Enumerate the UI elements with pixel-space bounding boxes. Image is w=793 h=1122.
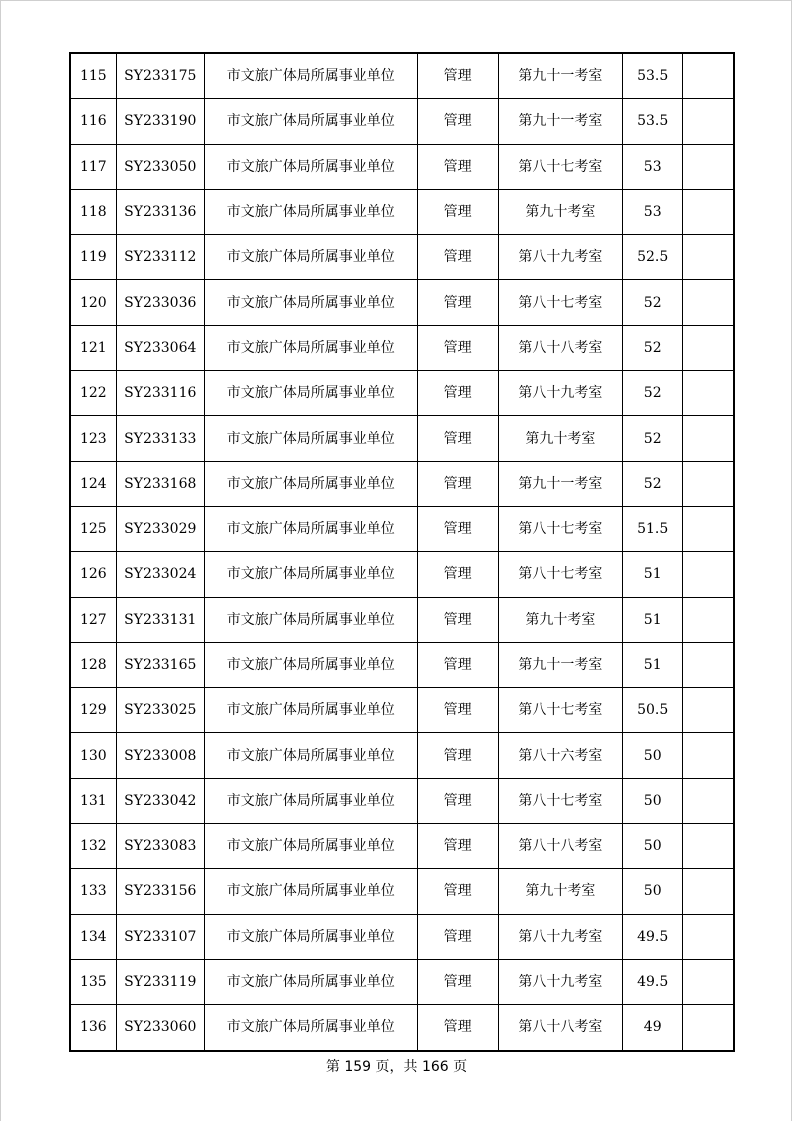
cell-category: 管理: [417, 53, 498, 99]
cell-category: 管理: [417, 461, 498, 506]
cell-category: 管理: [417, 280, 498, 325]
cell-exam-id: SY233060: [116, 1005, 204, 1051]
cell-note: [683, 280, 734, 325]
cell-index: 120: [70, 280, 116, 325]
cell-index: 124: [70, 461, 116, 506]
cell-score: 52: [623, 325, 683, 370]
cell-unit: 市文旅广体局所属事业单位: [204, 235, 417, 280]
cell-unit: 市文旅广体局所属事业单位: [204, 1005, 417, 1051]
cell-exam-room: 第九十一考室: [498, 642, 622, 687]
table-row: [70, 461, 734, 506]
cell-index: 116: [70, 99, 116, 144]
cell-category: 管理: [417, 189, 498, 234]
cell-exam-room: 第九十一考室: [498, 461, 622, 506]
cell-category: 管理: [417, 506, 498, 551]
cell-exam-id: SY233042: [116, 778, 204, 823]
cell-note: [683, 144, 734, 189]
cell-score: 52: [623, 371, 683, 416]
cell-index: 131: [70, 778, 116, 823]
table-row: [70, 552, 734, 597]
cell-note: [683, 1005, 734, 1051]
cell-unit: 市文旅广体局所属事业单位: [204, 778, 417, 823]
table-row: [70, 642, 734, 687]
footer-prefix: 第: [325, 1059, 345, 1075]
cell-unit: 市文旅广体局所属事业单位: [204, 53, 417, 99]
cell-score: 53: [623, 189, 683, 234]
cell-category: 管理: [417, 371, 498, 416]
cell-exam-id: SY233036: [116, 280, 204, 325]
cell-unit: 市文旅广体局所属事业单位: [204, 144, 417, 189]
table-row: [70, 597, 734, 642]
cell-note: [683, 869, 734, 914]
cell-index: 115: [70, 53, 116, 99]
cell-exam-room: 第八十八考室: [498, 824, 622, 869]
cell-score: 50: [623, 869, 683, 914]
cell-exam-room: 第八十七考室: [498, 280, 622, 325]
cell-score: 49: [623, 1005, 683, 1051]
cell-exam-room: 第八十七考室: [498, 506, 622, 551]
cell-note: [683, 235, 734, 280]
cell-index: 119: [70, 235, 116, 280]
cell-note: [683, 733, 734, 778]
cell-category: 管理: [417, 99, 498, 144]
cell-exam-id: SY233024: [116, 552, 204, 597]
table-row: [70, 824, 734, 869]
cell-category: 管理: [417, 597, 498, 642]
footer-suffix: 页: [448, 1059, 468, 1075]
cell-exam-room: 第八十六考室: [498, 733, 622, 778]
cell-exam-id: SY233175: [116, 53, 204, 99]
cell-category: 管理: [417, 416, 498, 461]
table-row: [70, 99, 734, 144]
cell-index: 136: [70, 1005, 116, 1051]
cell-category: 管理: [417, 1005, 498, 1051]
cell-exam-id: SY233064: [116, 325, 204, 370]
cell-category: 管理: [417, 869, 498, 914]
cell-score: 50: [623, 733, 683, 778]
cell-index: 134: [70, 914, 116, 959]
cell-exam-id: SY233133: [116, 416, 204, 461]
cell-index: 125: [70, 506, 116, 551]
cell-note: [683, 642, 734, 687]
cell-unit: 市文旅广体局所属事业单位: [204, 597, 417, 642]
cell-unit: 市文旅广体局所属事业单位: [204, 914, 417, 959]
cell-note: [683, 914, 734, 959]
table-row: [70, 778, 734, 823]
cell-exam-id: SY233165: [116, 642, 204, 687]
cell-exam-id: SY233025: [116, 688, 204, 733]
cell-exam-room: 第九十考室: [498, 416, 622, 461]
cell-exam-id: SY233107: [116, 914, 204, 959]
cell-exam-id: SY233050: [116, 144, 204, 189]
cell-index: 129: [70, 688, 116, 733]
table-row: [70, 325, 734, 370]
cell-note: [683, 824, 734, 869]
cell-note: [683, 597, 734, 642]
page-footer: [0, 1056, 793, 1076]
cell-unit: 市文旅广体局所属事业单位: [204, 325, 417, 370]
cell-note: [683, 416, 734, 461]
cell-index: 128: [70, 642, 116, 687]
cell-score: 53.5: [623, 53, 683, 99]
table-row: [70, 416, 734, 461]
cell-category: 管理: [417, 325, 498, 370]
results-table: [69, 52, 735, 1052]
cell-index: 118: [70, 189, 116, 234]
cell-index: 127: [70, 597, 116, 642]
table-row: [70, 53, 734, 99]
table-row: [70, 280, 734, 325]
cell-index: 123: [70, 416, 116, 461]
cell-note: [683, 371, 734, 416]
cell-score: 52: [623, 461, 683, 506]
table-row: [70, 959, 734, 1004]
cell-unit: 市文旅广体局所属事业单位: [204, 959, 417, 1004]
cell-note: [683, 189, 734, 234]
cell-index: 122: [70, 371, 116, 416]
cell-unit: 市文旅广体局所属事业单位: [204, 869, 417, 914]
cell-exam-room: 第八十九考室: [498, 235, 622, 280]
cell-exam-room: 第八十九考室: [498, 959, 622, 1004]
cell-score: 52: [623, 416, 683, 461]
cell-category: 管理: [417, 959, 498, 1004]
cell-unit: 市文旅广体局所属事业单位: [204, 642, 417, 687]
cell-unit: 市文旅广体局所属事业单位: [204, 506, 417, 551]
cell-score: 51.5: [623, 506, 683, 551]
cell-category: 管理: [417, 144, 498, 189]
cell-exam-room: 第八十九考室: [498, 914, 622, 959]
cell-note: [683, 506, 734, 551]
cell-exam-room: 第八十八考室: [498, 325, 622, 370]
cell-score: 52: [623, 280, 683, 325]
cell-note: [683, 778, 734, 823]
cell-unit: 市文旅广体局所属事业单位: [204, 371, 417, 416]
table-row: [70, 144, 734, 189]
table-row: [70, 506, 734, 551]
cell-exam-room: 第八十七考室: [498, 778, 622, 823]
cell-exam-id: SY233112: [116, 235, 204, 280]
table-row: [70, 235, 734, 280]
table-row: [70, 1005, 734, 1051]
table-row: [70, 189, 734, 234]
cell-index: 133: [70, 869, 116, 914]
cell-note: [683, 53, 734, 99]
cell-score: 49.5: [623, 914, 683, 959]
cell-score: 49.5: [623, 959, 683, 1004]
cell-category: 管理: [417, 688, 498, 733]
cell-note: [683, 99, 734, 144]
cell-category: 管理: [417, 914, 498, 959]
cell-score: 50: [623, 778, 683, 823]
cell-category: 管理: [417, 552, 498, 597]
cell-score: 53.5: [623, 99, 683, 144]
cell-score: 51: [623, 642, 683, 687]
cell-exam-id: SY233119: [116, 959, 204, 1004]
cell-unit: 市文旅广体局所属事业单位: [204, 552, 417, 597]
cell-unit: 市文旅广体局所属事业单位: [204, 99, 417, 144]
cell-unit: 市文旅广体局所属事业单位: [204, 824, 417, 869]
cell-exam-id: SY233136: [116, 189, 204, 234]
cell-exam-room: 第九十考室: [498, 597, 622, 642]
table-row: [70, 869, 734, 914]
table-row: [70, 688, 734, 733]
cell-score: 53: [623, 144, 683, 189]
cell-unit: 市文旅广体局所属事业单位: [204, 416, 417, 461]
cell-exam-id: SY233029: [116, 506, 204, 551]
cell-index: 121: [70, 325, 116, 370]
cell-exam-room: 第九十一考室: [498, 53, 622, 99]
cell-exam-id: SY233008: [116, 733, 204, 778]
cell-note: [683, 325, 734, 370]
current-page-number: 159: [344, 1059, 372, 1075]
cell-score: 52.5: [623, 235, 683, 280]
footer-middle: 页，共: [371, 1059, 422, 1075]
cell-exam-id: SY233131: [116, 597, 204, 642]
cell-exam-room: 第九十考室: [498, 869, 622, 914]
cell-category: 管理: [417, 778, 498, 823]
cell-note: [683, 461, 734, 506]
cell-score: 51: [623, 552, 683, 597]
cell-score: 51: [623, 597, 683, 642]
cell-score: 50.5: [623, 688, 683, 733]
table-body: [70, 53, 734, 1051]
cell-unit: 市文旅广体局所属事业单位: [204, 280, 417, 325]
cell-exam-room: 第八十七考室: [498, 144, 622, 189]
cell-note: [683, 959, 734, 1004]
cell-exam-id: SY233156: [116, 869, 204, 914]
cell-exam-room: 第九十考室: [498, 189, 622, 234]
cell-index: 132: [70, 824, 116, 869]
cell-exam-id: SY233190: [116, 99, 204, 144]
cell-unit: 市文旅广体局所属事业单位: [204, 733, 417, 778]
cell-unit: 市文旅广体局所属事业单位: [204, 461, 417, 506]
table-row: [70, 371, 734, 416]
cell-exam-room: 第八十七考室: [498, 688, 622, 733]
cell-index: 117: [70, 144, 116, 189]
cell-exam-id: SY233083: [116, 824, 204, 869]
cell-index: 130: [70, 733, 116, 778]
cell-index: 135: [70, 959, 116, 1004]
table-row: [70, 914, 734, 959]
cell-category: 管理: [417, 642, 498, 687]
cell-exam-id: SY233116: [116, 371, 204, 416]
table-row: [70, 733, 734, 778]
cell-category: 管理: [417, 235, 498, 280]
cell-unit: 市文旅广体局所属事业单位: [204, 189, 417, 234]
cell-index: 126: [70, 552, 116, 597]
total-pages-number: 166: [421, 1059, 449, 1075]
cell-exam-room: 第九十一考室: [498, 99, 622, 144]
cell-category: 管理: [417, 733, 498, 778]
cell-exam-id: SY233168: [116, 461, 204, 506]
cell-exam-room: 第八十七考室: [498, 552, 622, 597]
cell-note: [683, 552, 734, 597]
cell-unit: 市文旅广体局所属事业单位: [204, 688, 417, 733]
cell-score: 50: [623, 824, 683, 869]
cell-note: [683, 688, 734, 733]
cell-exam-room: 第八十九考室: [498, 371, 622, 416]
cell-exam-room: 第八十八考室: [498, 1005, 622, 1051]
cell-category: 管理: [417, 824, 498, 869]
